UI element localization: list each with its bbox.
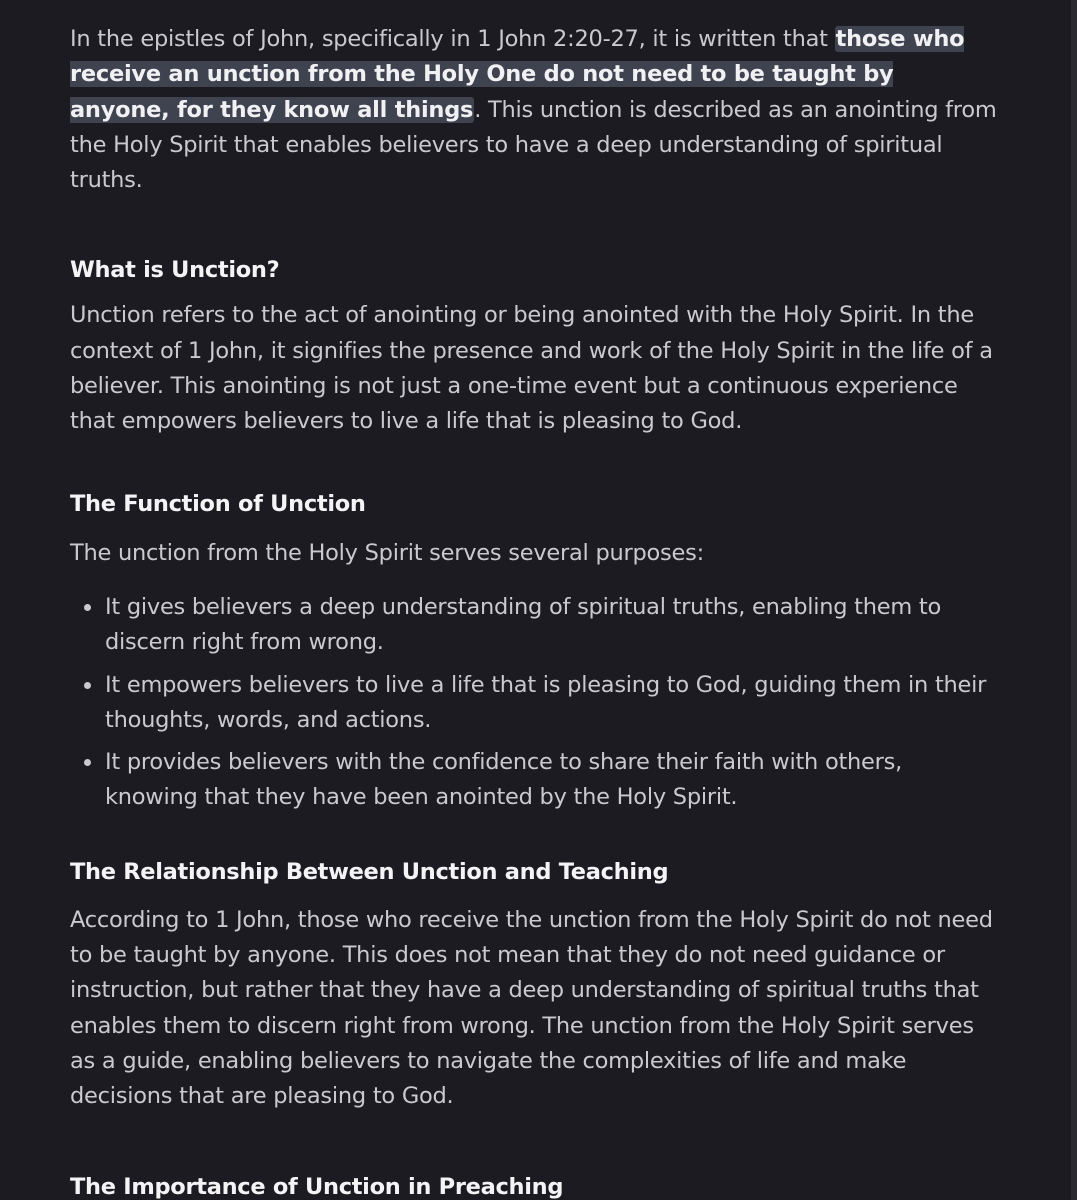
bullet-dot-icon xyxy=(84,759,91,766)
section-heading-function-of-unction: The Function of Unction xyxy=(70,490,366,517)
list-item xyxy=(70,590,1000,661)
list-item-text: It empowers believers to live a life that is pleasing to God, guiding them in their thoughts, words, and actions. xyxy=(105,671,987,733)
list-item-text: It provides believers with the confidence to share their faith with others, knowing that they have been anointed by the Holy Spirit. xyxy=(105,749,903,811)
purposes-list xyxy=(70,590,1000,816)
article-body xyxy=(70,22,1000,1200)
section-heading-unction-in-preaching: The Importance of Unction in Preaching xyxy=(70,1173,564,1200)
list-item-text: It gives believers a deep understanding of spiritual truths, enabling them to discern right from wrong. xyxy=(105,593,942,656)
section-heading-what-is-unction: What is Unction? xyxy=(70,257,280,284)
bullet-dot-icon xyxy=(84,604,91,611)
list-item xyxy=(70,745,1000,816)
bullet-dot-icon xyxy=(84,682,91,689)
section-paragraph-function-of-unction: The unction from the Holy Spirit serves several purposes: xyxy=(70,539,704,566)
intro-text-before: In the epistles of John, specifically in 1 John 2:20-27, it is written that xyxy=(70,26,835,52)
section-paragraph-what-is-unction: Unction refers to the act of anointing or being anointed with the Holy Spirit. In the context of 1 John, it signifies the presence and work of the Holy Spirit in the life of a believer. This anointing is not just a one-time event but a continuous experience that empowers believers to live a life that is pleasing to God. xyxy=(70,302,993,435)
highlighted-quote: those who receive an unction from the Holy One do not need to be taught by anyone, for they know all things xyxy=(70,26,965,123)
scroll-edge xyxy=(1071,0,1077,1200)
section-paragraph-unction-and-teaching: According to 1 John, those who receive the unction from the Holy Spirit do not need to be taught by anyone. This does not mean that they do not need guidance or instruction, but rather that they have a deep understanding of spiritual truths that enables them to discern right from wrong. The unction from the Holy Spirit serves as a guide, enabling believers to navigate the complexities of life and make decisions that are pleasing to God. xyxy=(70,906,993,1110)
intro-text-after: . This unction is described as an anointing from the Holy Spirit that enables believers to have a deep understanding of spiritual truths. xyxy=(70,96,997,194)
section-heading-unction-and-teaching: The Relationship Between Unction and Teaching xyxy=(70,858,669,885)
list-item xyxy=(70,668,1000,739)
intro-paragraph xyxy=(70,22,1000,198)
